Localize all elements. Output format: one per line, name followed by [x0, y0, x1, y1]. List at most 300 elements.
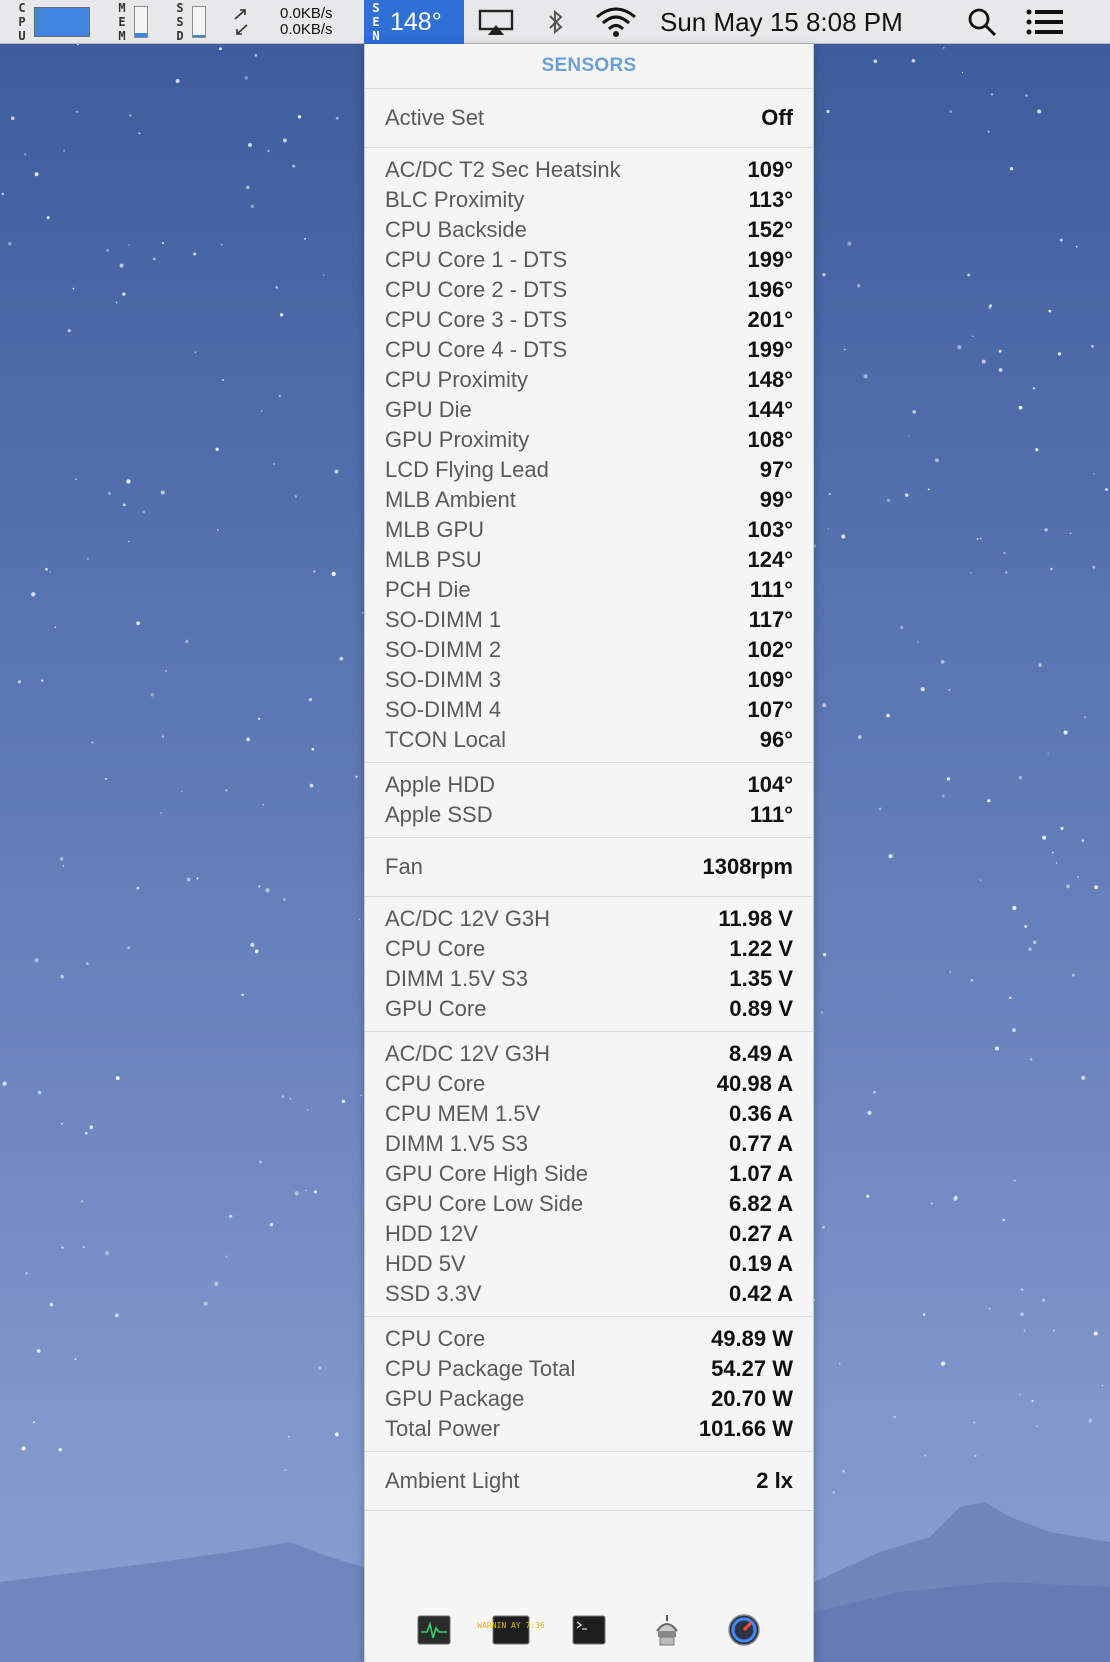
star	[1084, 716, 1086, 718]
star	[893, 1416, 896, 1419]
memory-bar	[134, 6, 148, 38]
star	[1032, 1400, 1034, 1402]
sensor-value: 199°	[747, 337, 793, 362]
star	[987, 799, 990, 802]
star	[255, 54, 258, 57]
sensor-row[interactable]	[365, 275, 813, 305]
sensor-value: 0.42 A	[728, 1281, 793, 1306]
sensor-value: 152°	[747, 217, 793, 242]
star	[1014, 1179, 1016, 1181]
star	[980, 538, 982, 540]
star	[1105, 488, 1108, 491]
star	[339, 657, 343, 661]
star	[962, 72, 963, 73]
star	[45, 568, 48, 571]
star	[258, 885, 260, 887]
sensor-row[interactable]	[365, 770, 813, 800]
sensor-label: CPU Core	[385, 1071, 486, 1096]
star	[275, 286, 278, 289]
star	[304, 238, 306, 240]
star	[941, 1362, 945, 1366]
cpu-meter[interactable]	[16, 0, 90, 44]
sensor-row[interactable]	[365, 155, 813, 185]
sensor-label: GPU Proximity	[385, 427, 530, 452]
sensor-label: SO-DIMM 1	[385, 607, 502, 632]
sensor-label: AC/DC 12V G3H	[385, 1041, 551, 1066]
sensor-row[interactable]	[365, 335, 813, 365]
star	[912, 59, 916, 63]
star	[1012, 1028, 1016, 1032]
sensor-value: 199°	[747, 247, 793, 272]
ambient-light-row[interactable]	[365, 1457, 813, 1505]
star	[988, 131, 990, 133]
sensor-label: MLB PSU	[385, 547, 482, 572]
sensor-row[interactable]	[365, 395, 813, 425]
cpu-usage-graph	[34, 7, 90, 37]
sensor-row[interactable]	[365, 1099, 813, 1129]
star	[989, 304, 992, 307]
panel-footer	[365, 1598, 813, 1662]
sensor-row[interactable]	[365, 695, 813, 725]
star	[116, 302, 118, 304]
star	[1042, 836, 1046, 840]
star	[1010, 167, 1013, 170]
star	[34, 958, 38, 962]
star	[908, 435, 909, 436]
star	[1028, 947, 1032, 951]
star	[8, 242, 11, 245]
star	[857, 284, 860, 287]
star	[262, 804, 264, 806]
notification-center-icon[interactable]	[1026, 0, 1066, 44]
sensor-value: 99°	[759, 487, 793, 512]
star	[298, 115, 301, 118]
console-icon[interactable]	[477, 1613, 546, 1647]
clock[interactable]: Sun May 15 8:08 PM	[660, 6, 903, 37]
sensor-row[interactable]	[365, 1219, 813, 1249]
star	[1070, 533, 1072, 535]
star	[949, 110, 952, 113]
star	[874, 59, 878, 63]
star	[290, 1098, 291, 1099]
disk-utility-icon[interactable]	[726, 1613, 762, 1647]
star	[823, 953, 826, 956]
star	[194, 351, 196, 353]
star	[1088, 1419, 1092, 1423]
star	[60, 975, 64, 979]
star	[1091, 345, 1094, 348]
disk-bar	[192, 6, 206, 38]
star	[31, 592, 35, 596]
sensor-row[interactable]	[365, 455, 813, 485]
sensor-row[interactable]	[365, 245, 813, 275]
star	[822, 703, 826, 707]
star	[867, 1111, 871, 1115]
active-set-section	[365, 89, 813, 148]
console-warning-text: WARNIN AY 7:36	[477, 1621, 546, 1630]
star	[50, 1303, 54, 1307]
star	[334, 470, 338, 474]
star	[1036, 1425, 1037, 1426]
star	[1076, 246, 1078, 248]
star	[245, 76, 249, 80]
star	[3, 1082, 7, 1086]
star	[974, 1455, 976, 1457]
sensor-row[interactable]	[365, 1384, 813, 1414]
sensor-value: 1.35 V	[729, 966, 793, 991]
star	[1072, 973, 1075, 976]
sensor-value: 49.89 W	[711, 1326, 793, 1351]
memory-meter[interactable]	[116, 0, 148, 44]
star	[221, 244, 223, 246]
ambient-section	[365, 1452, 813, 1511]
star	[250, 943, 254, 947]
star	[1020, 1312, 1024, 1316]
star	[1009, 997, 1011, 999]
sensor-value: 20.70 W	[711, 1386, 793, 1411]
star	[185, 640, 188, 643]
star	[949, 971, 951, 973]
star	[1082, 839, 1084, 841]
star	[63, 150, 65, 152]
star	[1063, 730, 1067, 734]
star	[242, 994, 244, 996]
star	[60, 857, 63, 860]
star	[954, 1196, 957, 1199]
star	[282, 1095, 285, 1098]
sensor-label: CPU Package Total	[385, 1356, 576, 1381]
sensor-row[interactable]	[365, 665, 813, 695]
star	[1035, 448, 1038, 451]
sensor-label: AC/DC 12V G3H	[385, 906, 551, 931]
panel-title: SENSORS	[365, 44, 813, 89]
airplay-icon[interactable]	[476, 0, 516, 44]
sensor-value: 8.49 A	[728, 1041, 793, 1066]
sensor-label: CPU Core	[385, 936, 486, 961]
sensor-value: 11.98 V	[718, 906, 793, 931]
star	[1081, 1076, 1085, 1080]
sensor-label: DIMM 1.5V S3	[385, 966, 529, 991]
sensor-row[interactable]	[365, 1069, 813, 1099]
star	[332, 572, 336, 576]
active-set-row[interactable]	[365, 94, 813, 142]
row-label: Ambient Light	[385, 1468, 520, 1493]
sensor-row[interactable]	[365, 425, 813, 455]
sensor-row[interactable]	[365, 1324, 813, 1354]
sensor-label: SO-DIMM 4	[385, 697, 502, 722]
star	[1093, 473, 1094, 474]
star	[947, 777, 950, 780]
star	[161, 490, 165, 494]
star	[222, 379, 224, 381]
star	[873, 1091, 875, 1093]
sensor-value: 109°	[747, 157, 793, 182]
sensors-panel	[364, 44, 814, 1662]
sensor-row[interactable]	[365, 934, 813, 964]
sensor-value: 144°	[747, 397, 793, 422]
sensor-row[interactable]	[365, 515, 813, 545]
star	[1033, 387, 1035, 389]
star	[265, 888, 269, 892]
star	[123, 504, 126, 507]
sensor-label: HDD 5V	[385, 1251, 466, 1276]
star	[948, 689, 950, 691]
sensor-row[interactable]	[365, 1279, 813, 1309]
star	[942, 795, 945, 798]
star	[142, 511, 145, 514]
star	[989, 1308, 991, 1310]
star	[928, 488, 930, 490]
sensor-row[interactable]	[365, 605, 813, 635]
star	[270, 1223, 273, 1226]
sensor-row[interactable]	[365, 1354, 813, 1384]
sensor-value: 102°	[747, 637, 793, 662]
star	[858, 735, 862, 739]
star	[305, 1190, 306, 1191]
sensor-row[interactable]	[365, 185, 813, 215]
star	[1094, 885, 1098, 889]
star	[970, 572, 971, 573]
sensor-row[interactable]	[365, 1159, 813, 1189]
star	[91, 742, 93, 744]
star	[1053, 1329, 1055, 1331]
network-meter[interactable]	[280, 0, 333, 44]
star	[246, 738, 250, 742]
star	[1038, 663, 1041, 666]
sensor-row[interactable]	[365, 1189, 813, 1219]
star	[841, 534, 845, 538]
star	[87, 558, 89, 560]
sensor-label: Apple HDD	[385, 772, 496, 797]
star	[273, 463, 275, 465]
sensor-label: AC/DC T2 Sec Heatsink	[385, 157, 621, 182]
star	[1024, 1330, 1026, 1332]
star	[309, 698, 312, 701]
sensor-value: 117°	[748, 607, 793, 632]
sensor-label: SSD 3.3V	[385, 1281, 482, 1306]
star	[1048, 310, 1051, 313]
star	[943, 47, 945, 49]
sensor-row[interactable]	[365, 215, 813, 245]
star	[26, 1272, 28, 1274]
star	[248, 143, 252, 147]
network-upload-rate: 0.0KB/s	[280, 5, 333, 22]
star	[150, 693, 154, 697]
fan-row[interactable]	[365, 843, 813, 891]
star	[879, 808, 882, 811]
star	[335, 1432, 339, 1436]
star	[37, 1349, 41, 1353]
sensor-row[interactable]	[365, 365, 813, 395]
star	[310, 784, 314, 788]
sensor-value: 124°	[747, 547, 793, 572]
star	[1030, 1058, 1033, 1061]
system-information-icon[interactable]	[649, 1613, 685, 1647]
star	[336, 117, 339, 120]
sensor-value: 101.66 W	[698, 1416, 793, 1441]
spotlight-search-icon[interactable]	[966, 0, 998, 44]
star	[1050, 568, 1053, 571]
sensor-label: SO-DIMM 3	[385, 667, 502, 692]
star	[1037, 109, 1041, 113]
star	[917, 641, 918, 642]
star	[1047, 753, 1048, 754]
sensor-row[interactable]	[365, 1039, 813, 1069]
star	[1033, 941, 1037, 945]
star	[214, 1282, 218, 1286]
sensor-row[interactable]	[365, 485, 813, 515]
star	[217, 529, 219, 531]
star	[979, 879, 981, 881]
network-download-rate: 0.0KB/s	[280, 21, 333, 38]
star	[162, 242, 164, 244]
star	[76, 111, 78, 113]
sensor-value: 111°	[749, 577, 793, 602]
sensor-label: SO-DIMM 2	[385, 637, 502, 662]
star	[342, 1100, 345, 1103]
star	[935, 458, 939, 462]
star	[359, 919, 360, 920]
sensor-row[interactable]	[365, 1249, 813, 1279]
star	[1058, 352, 1061, 355]
star	[1102, 1385, 1103, 1386]
star	[1012, 906, 1016, 910]
star	[941, 660, 945, 664]
star	[153, 257, 156, 260]
star	[1042, 1298, 1046, 1302]
star	[307, 1109, 308, 1110]
star	[49, 571, 51, 573]
sensor-label: MLB Ambient	[385, 487, 516, 512]
sensor-label: CPU Core 2 - DTS	[385, 277, 568, 302]
star	[889, 854, 893, 858]
sensor-label: LCD Flying Lead	[385, 457, 549, 482]
star	[89, 1125, 93, 1129]
sensor-row[interactable]	[365, 994, 813, 1024]
sensor-label: CPU Proximity	[385, 367, 529, 392]
cpu-label: CPU	[15, 1, 29, 43]
star	[105, 778, 107, 780]
star	[1094, 1332, 1098, 1336]
star	[360, 1094, 362, 1096]
sensor-row[interactable]	[365, 725, 813, 755]
bluetooth-icon[interactable]	[544, 0, 568, 44]
star	[127, 946, 130, 949]
sensor-value: 0.19 A	[728, 1251, 793, 1276]
star	[1056, 862, 1058, 864]
star	[957, 345, 961, 349]
sensor-label: PCH Die	[385, 577, 471, 602]
sensor-label: DIMM 1.V5 S3	[385, 1131, 529, 1156]
star	[128, 541, 129, 542]
star	[1024, 925, 1027, 928]
star	[999, 350, 1002, 353]
star	[283, 898, 286, 901]
wifi-icon[interactable]	[594, 0, 638, 44]
sensor-value: 0.77 A	[728, 1131, 793, 1156]
star	[323, 274, 325, 276]
sensor-value: 104°	[747, 772, 793, 797]
star	[887, 499, 891, 503]
drives-section	[365, 763, 813, 838]
star	[921, 687, 925, 691]
star	[1066, 884, 1070, 888]
sensor-row[interactable]	[365, 545, 813, 575]
star	[137, 887, 140, 890]
star	[1052, 852, 1054, 854]
star	[86, 963, 89, 966]
sensor-row[interactable]	[365, 904, 813, 934]
star	[847, 242, 851, 246]
star	[355, 776, 357, 778]
star	[318, 1366, 321, 1369]
star	[61, 1123, 63, 1125]
activity-monitor-icon[interactable]	[416, 1613, 452, 1647]
star	[58, 1448, 62, 1452]
sensor-label: Total Power	[385, 1416, 500, 1441]
star	[18, 680, 21, 683]
star	[822, 1226, 825, 1229]
sensor-label: CPU Backside	[385, 217, 527, 242]
star	[1003, 1219, 1005, 1221]
sensor-row[interactable]	[365, 964, 813, 994]
sensor-label: HDD 12V	[385, 1221, 478, 1246]
row-label: Fan	[385, 854, 423, 879]
sensor-value: 54.27 W	[711, 1356, 793, 1381]
star	[47, 216, 50, 219]
sensor-row[interactable]	[365, 305, 813, 335]
star	[829, 493, 831, 495]
terminal-icon[interactable]	[571, 1613, 607, 1647]
sensor-row[interactable]	[365, 1129, 813, 1159]
sensor-value: 113°	[748, 187, 793, 212]
sensor-value: 1.22 V	[729, 936, 793, 961]
star	[977, 538, 979, 540]
star	[292, 165, 295, 168]
star	[122, 293, 125, 296]
star	[1060, 827, 1063, 830]
star	[261, 410, 262, 411]
star	[187, 878, 191, 882]
star	[828, 528, 829, 529]
star	[115, 1313, 119, 1317]
sensor-label: GPU Core High Side	[385, 1161, 588, 1186]
star	[11, 116, 15, 120]
sensor-row[interactable]	[365, 575, 813, 605]
star	[313, 571, 315, 573]
sensor-value: 97°	[759, 457, 793, 482]
star	[225, 1256, 227, 1258]
sensor-row[interactable]	[365, 635, 813, 665]
row-value: 1308rpm	[702, 854, 793, 879]
sensor-value: 96°	[759, 727, 793, 752]
sensor-value: 0.27 A	[728, 1221, 793, 1246]
voltages-section	[365, 897, 813, 1032]
sensor-row[interactable]	[365, 1414, 813, 1444]
sensor-row[interactable]	[365, 800, 813, 830]
star	[176, 79, 180, 83]
star	[229, 1215, 232, 1218]
sensor-label: MLB GPU	[385, 517, 485, 542]
sensors-menu-item[interactable]	[364, 0, 464, 44]
star	[844, 349, 846, 351]
star	[75, 478, 77, 480]
star	[33, 1421, 35, 1423]
star	[925, 1455, 926, 1456]
disk-meter[interactable]	[174, 0, 206, 44]
star	[22, 1446, 26, 1450]
star	[128, 244, 130, 246]
